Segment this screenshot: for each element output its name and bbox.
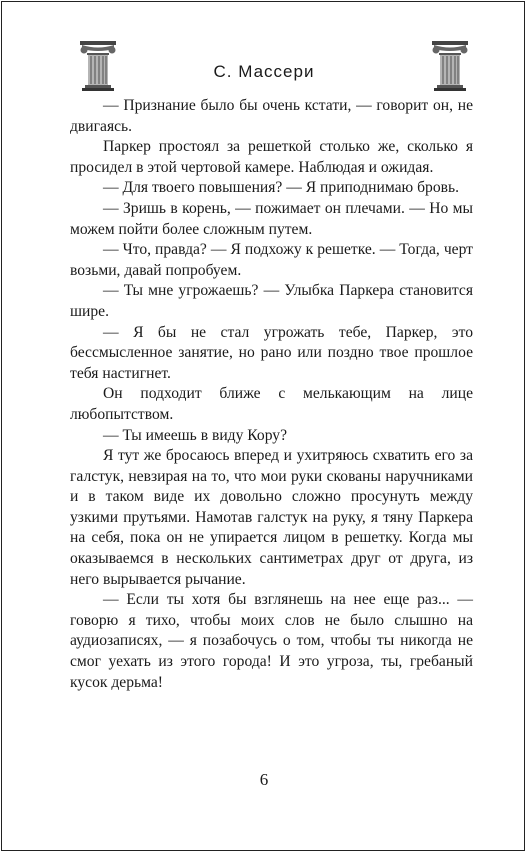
paragraph: — Для твоего повышения? — Я приподнимаю бровь. [103, 179, 459, 197]
paragraph: — Ты имеешь в виду Кору? [103, 426, 288, 444]
running-header-author: С. Массери [213, 62, 315, 81]
paragraph: — Зришь в корень, — пожимает он плечами. — Но мы можем пойти более сложным путем. [70, 199, 473, 238]
paragraph: — Что, правда? — Я подхожу к решетке. — Тогда, черт возьми, давай попробуем. [70, 241, 473, 279]
running-header [0, 40, 528, 98]
paragraph: — Я бы не стал угрожать тебе, Паркер, это бессмысленное занятие, но рано или поздно твое прошлое тебя настигнет. [70, 323, 473, 382]
paragraph: Он подходит ближе с мелькающим на лице любопытством. [70, 385, 473, 423]
paragraph: — Если ты хотя бы взглянешь на нее еще раз... — говорю я тихо, чтобы моих слов не было слышно на аудиозаписях, — я позабочусь о том, чтобы ты никогда не смог уехать из этого города! И это угроза, ты, гребаный кусок дерьма! [70, 591, 473, 691]
paragraph: — Ты мне угрожаешь? — Улыбка Паркера становится шире. [70, 282, 473, 320]
greek-column-icon [430, 40, 470, 92]
body-text [70, 96, 473, 693]
paragraph: Паркер простоял за решеткой столько же, сколько я просидел в этой чертовой камере. Наблюдая и ожидая. [70, 138, 473, 176]
page-number: 6 [259, 770, 269, 789]
paragraph: — Признание было бы очень кстати, — говорит он, не двигаясь. [70, 97, 473, 135]
paragraph: Я тут же бросаюсь вперед и ухитряюсь схватить его за галстук, невзирая на то, что мои руки скованы наручниками и в таком виде их довольно сложно просунуть между узкими прутьями. Намотав галстук на руку, я тяну Паркера на себя, пока он не упирается лицом в решетку. Когда мы оказываемся в нескольких сантиметрах друг от друга, из него вырывается рычание. [70, 447, 473, 588]
